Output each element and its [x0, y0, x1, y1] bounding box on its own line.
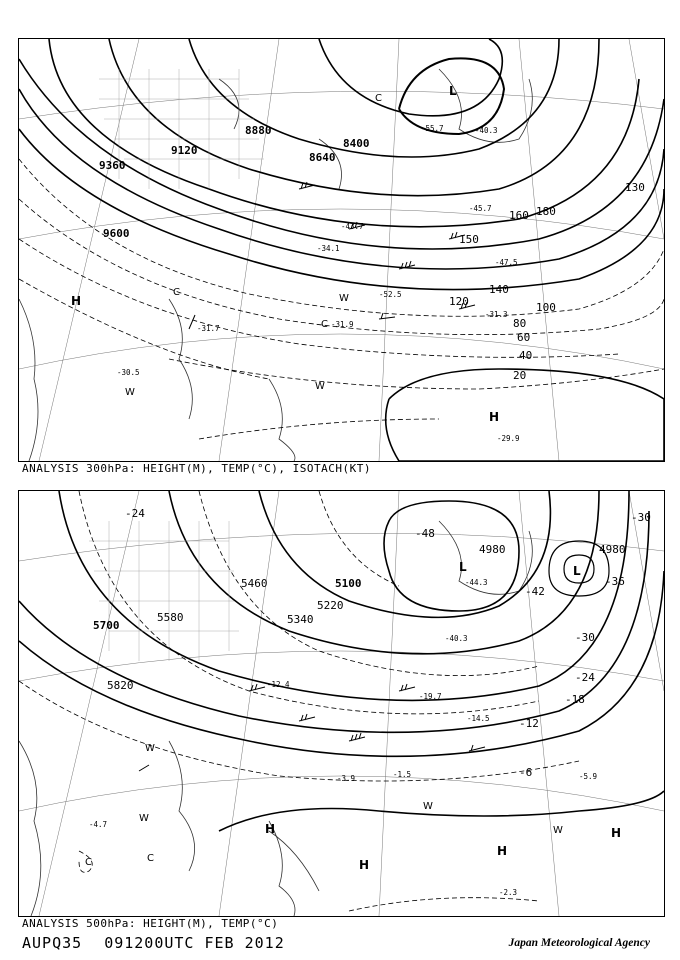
point-value: -19.7 — [419, 692, 442, 701]
point-value: -12.4 — [267, 680, 290, 689]
height-label-9360: 9360 — [99, 159, 126, 172]
temp-label-24b: -24 — [575, 671, 595, 684]
height-label-5580: 5580 — [157, 611, 184, 624]
point-values — [89, 578, 597, 897]
temp-label: -47.5 — [495, 258, 518, 267]
temp-label: -31.3 — [485, 310, 508, 319]
point-value: -2.3 — [499, 888, 518, 897]
point-value: -3.9 — [337, 774, 356, 783]
warm-mark: W — [339, 293, 349, 304]
point-value: -5.9 — [579, 772, 598, 781]
cold-mark: C — [147, 853, 154, 864]
temp-label: -55.7 — [421, 124, 444, 133]
temp-label-18: -18 — [565, 693, 585, 706]
low-center-north: L — [449, 84, 457, 98]
height-label-8400: 8400 — [343, 137, 370, 150]
temp-label-42: -42 — [525, 585, 545, 598]
temp-label: -43.7 — [341, 222, 364, 231]
temperature-labels — [125, 507, 651, 779]
height-label-5820: 5820 — [107, 679, 134, 692]
warm-mark: W — [145, 743, 155, 754]
isotach-label-130: 130 — [625, 181, 645, 194]
high-center: H — [497, 844, 508, 858]
point-value: -4.7 — [89, 820, 108, 829]
temp-label-30: -30 — [631, 511, 651, 524]
point-value: -14.5 — [467, 714, 490, 723]
warm-mark: W — [423, 801, 433, 812]
height-label-8640: 8640 — [309, 151, 336, 164]
isotach-label-180: 180 — [536, 205, 556, 218]
temperature-labels — [117, 124, 520, 443]
temp-label: -31.7 — [197, 324, 220, 333]
temp-label: -30.5 — [117, 368, 140, 377]
chart-code: AUPQ35 — [22, 934, 83, 952]
isotach-label-20: 20 — [513, 369, 527, 382]
height-label-9120: 9120 — [171, 144, 198, 157]
isotach-label-40: 40 — [519, 349, 533, 362]
isotach-label-60: 60 — [517, 331, 531, 344]
temp-label: -34.1 — [317, 244, 340, 253]
isotach-label-160: 160 — [509, 209, 529, 222]
height-label-4980: 4980 — [479, 543, 506, 556]
isotach-label-120: 120 — [449, 295, 469, 308]
temp-label-36: -36 — [605, 575, 625, 588]
cold-mark: C — [375, 93, 382, 104]
warm-mark: W — [553, 825, 563, 836]
height-label-5460: 5460 — [241, 577, 268, 590]
height-label-8880: 8880 — [245, 124, 272, 137]
map-300hpa-svg — [19, 39, 664, 461]
height-label-5220: 5220 — [317, 599, 344, 612]
height-label-5100: 5100 — [335, 577, 362, 590]
point-value: -40.3 — [445, 634, 468, 643]
low-center: L — [459, 560, 467, 574]
temp-label-6: -6 — [519, 766, 533, 779]
isotach-label-80: 80 — [513, 317, 527, 330]
grid-lines — [19, 39, 664, 461]
point-value: -1.5 — [393, 770, 412, 779]
low-center: L — [573, 564, 581, 578]
warm-mark: W — [315, 381, 325, 392]
temp-label-48: -48 — [415, 527, 435, 540]
caption-500hpa: ANALYSIS 500hPa: HEIGHT(M), TEMP(°C) — [22, 917, 279, 930]
temp-label: -29.9 — [497, 434, 520, 443]
isotach-label-100: 100 — [536, 301, 556, 314]
chart-identifier — [22, 934, 307, 952]
height-label-5700: 5700 — [93, 619, 120, 632]
height-labels — [93, 543, 626, 692]
cold-mark: C — [321, 319, 328, 330]
temp-label: -52.5 — [379, 290, 402, 299]
high-center-east: H — [489, 410, 500, 424]
height-label-5340: 5340 — [287, 613, 314, 626]
height-labels — [99, 124, 370, 240]
high-center: H — [611, 826, 622, 840]
chart-datetime: 091200UTC FEB 2012 — [104, 934, 285, 952]
cold-mark: C — [85, 857, 92, 868]
isotach-label-140: 140 — [489, 283, 509, 296]
temp-label: -40.3 — [475, 126, 498, 135]
caption-300hpa: ANALYSIS 300hPa: HEIGHT(M), TEMP(°C), ISOTACH(KT) — [22, 462, 372, 475]
map-panel-500hpa — [18, 490, 665, 917]
map-500hpa-svg — [19, 491, 664, 916]
high-center-west: H — [71, 294, 82, 308]
temp-label-24: -24 — [125, 507, 145, 520]
height-contours — [19, 39, 664, 461]
high-center: H — [359, 858, 370, 872]
cold-mark: C — [173, 287, 180, 298]
isotach-label-150: 150 — [459, 233, 479, 246]
high-center: H — [265, 822, 276, 836]
temp-label: -45.7 — [469, 204, 492, 213]
map-panel-300hpa — [18, 38, 665, 462]
agency-name: Japan Meteorological Agency — [508, 937, 650, 949]
point-value: -44.3 — [465, 578, 488, 587]
height-label-9600: 9600 — [103, 227, 130, 240]
temp-label: -31.9 — [331, 320, 354, 329]
temp-label-30b: -30 — [575, 631, 595, 644]
temp-label-12: -12 — [519, 717, 539, 730]
warm-mark: W — [125, 387, 135, 398]
height-label-4980: 4980 — [599, 543, 626, 556]
coastlines — [19, 521, 532, 916]
hatched-area — [89, 521, 239, 661]
warm-cold-marks — [85, 743, 563, 868]
warm-mark: W — [139, 813, 149, 824]
